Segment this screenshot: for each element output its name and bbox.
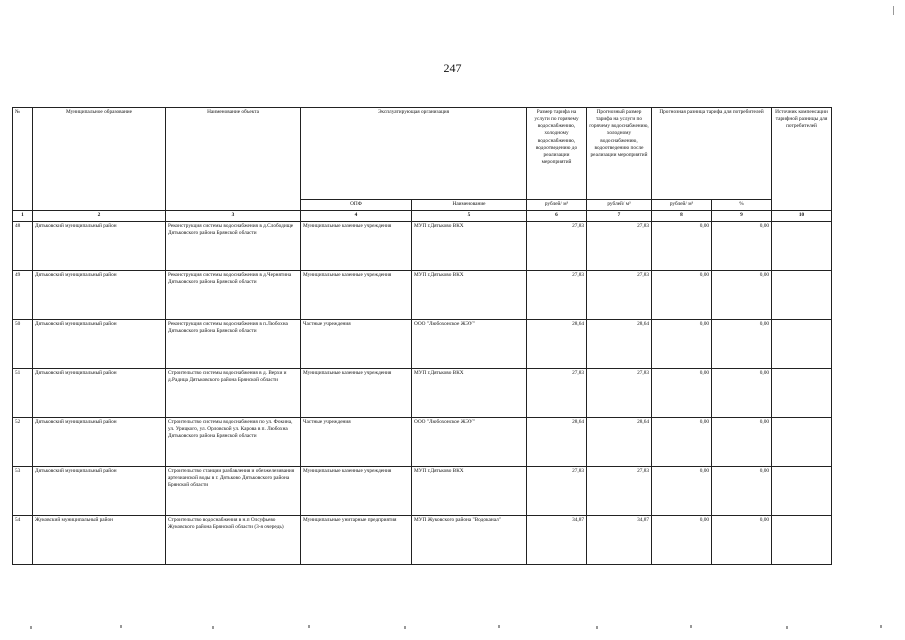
cell-opf: Частные учреждения — [301, 320, 412, 369]
table-row — [13, 320, 832, 369]
cell-tariff-before: 28,64 — [527, 320, 587, 369]
scan-mark — [893, 6, 894, 15]
header-tariff-diff: Прогнозная разница тарифа для потребителей — [652, 108, 772, 200]
unit-before: рублей/ м³ — [527, 200, 587, 211]
cell-org: МУП г.Дятьково ВКХ — [412, 369, 527, 418]
cell-org: ООО "Любохонское ЖЭУ" — [412, 418, 527, 467]
page-number: 247 — [443, 61, 462, 75]
unit-pct: % — [712, 200, 772, 211]
cell-no: 52 — [13, 418, 33, 467]
scan-mark — [596, 626, 598, 629]
unit-diff: рублей/ м³ — [652, 200, 712, 211]
cell-source — [772, 467, 832, 516]
cell-no: 48 — [13, 222, 33, 271]
column-number: 6 — [527, 211, 587, 222]
cell-tariff-diff: 0,00 — [652, 369, 712, 418]
cell-org: МУП г.Дятьково ВКХ — [412, 271, 527, 320]
cell-source — [772, 369, 832, 418]
cell-tariff-after: 28,64 — [587, 418, 652, 467]
cell-org: ООО "Любохонское ЖЭУ" — [412, 320, 527, 369]
cell-object: Строительство системы водоснабжения в д. Верхи и д.Радица Дятьковского района Брянской области — [166, 369, 301, 418]
cell-object: Реконструкция системы водоснабжения в д.Слободище Дятьковского района Брянской области — [166, 222, 301, 271]
header-opf: ОПФ — [301, 200, 412, 211]
cell-municipality: Дятьковский муниципальный район — [33, 467, 166, 516]
cell-no: 51 — [13, 369, 33, 418]
header-operating-org: Эксплуатирующая организация — [301, 108, 527, 200]
cell-tariff-pct: 0,00 — [712, 418, 772, 467]
header-org-name: Наименование — [412, 200, 527, 211]
cell-source — [772, 222, 832, 271]
scan-mark — [30, 626, 32, 629]
column-number: 9 — [712, 211, 772, 222]
cell-tariff-after: 27,83 — [587, 271, 652, 320]
cell-source — [772, 418, 832, 467]
header-row — [13, 108, 832, 200]
tariff-table — [12, 107, 832, 565]
cell-tariff-diff: 0,00 — [652, 516, 712, 565]
header-compensation: Источник компенсации тарифной разницы для потребителей — [772, 108, 832, 211]
cell-tariff-after: 27,83 — [587, 467, 652, 516]
header-no: № — [13, 108, 33, 211]
cell-tariff-after: 27,83 — [587, 369, 652, 418]
column-number: 4 — [301, 211, 412, 222]
cell-tariff-diff: 0,00 — [652, 222, 712, 271]
cell-object: Строительство станции разбавления и обезжелезивания артезианской воды в г. Дятьково Дятьковского района Брянской области — [166, 467, 301, 516]
cell-tariff-after: 27,83 — [587, 222, 652, 271]
cell-municipality: Дятьковский муниципальный район — [33, 418, 166, 467]
unit-after: рублей/ м³ — [587, 200, 652, 211]
cell-opf: Муниципальные казенные учреждения — [301, 271, 412, 320]
scan-mark — [404, 626, 406, 629]
table-row — [13, 467, 832, 516]
table-row — [13, 516, 832, 565]
cell-object: Строительство системы водоснабжения по ул. Фокина, ул. Урицкого, ул. Орловской ул. Карова в п. Любохна Дятьковского района Брянской области — [166, 418, 301, 467]
cell-tariff-before: 27,83 — [527, 369, 587, 418]
cell-opf: Частные учреждения — [301, 418, 412, 467]
cell-opf: Муниципальные казенные учреждения — [301, 369, 412, 418]
table-row — [13, 222, 832, 271]
cell-opf: Муниципальные унитарные предприятия — [301, 516, 412, 565]
cell-org: МУП г.Дятьково ВКХ — [412, 222, 527, 271]
cell-tariff-pct: 0,00 — [712, 271, 772, 320]
cell-tariff-pct: 0,00 — [712, 222, 772, 271]
cell-org: МУП Жуковского района "Водоканал" — [412, 516, 527, 565]
column-number: 8 — [652, 211, 712, 222]
cell-org: МУП г.Дятьково ВКХ — [412, 467, 527, 516]
scan-mark — [690, 625, 692, 628]
cell-tariff-before: 34,87 — [527, 516, 587, 565]
column-number: 10 — [772, 211, 832, 222]
cell-object: Строительство водоснабжения в н.п Олсуфьево Жуковского района Брянской области (3-я очередь) — [166, 516, 301, 565]
table-row — [13, 369, 832, 418]
cell-tariff-before: 27,83 — [527, 271, 587, 320]
column-numbers-row — [13, 211, 832, 222]
column-number: 3 — [166, 211, 301, 222]
scan-mark — [786, 626, 788, 629]
cell-tariff-diff: 0,00 — [652, 467, 712, 516]
cell-object: Реконструкция системы водоснабжения в д.Чернятина Дятьковского района Брянской области — [166, 271, 301, 320]
cell-tariff-pct: 0,00 — [712, 369, 772, 418]
column-number: 2 — [33, 211, 166, 222]
cell-tariff-before: 27,83 — [527, 467, 587, 516]
table-row — [13, 271, 832, 320]
scan-mark — [308, 625, 310, 628]
cell-source — [772, 516, 832, 565]
cell-tariff-pct: 0,00 — [712, 320, 772, 369]
header-tariff-after: Прогнозный размер тарифа на услуги по горячему водоснабжению, холодному водоснабжению, водоотведению после реализации мероприятий — [587, 108, 652, 200]
cell-municipality: Дятьковский муниципальный район — [33, 320, 166, 369]
cell-no: 53 — [13, 467, 33, 516]
cell-opf: Муниципальные казенные учреждения — [301, 467, 412, 516]
cell-opf: Муниципальные казенные учреждения — [301, 222, 412, 271]
cell-municipality: Жуковский муниципальный район — [33, 516, 166, 565]
header-municipality: Муниципальное образование — [33, 108, 166, 211]
scan-mark — [120, 625, 122, 628]
cell-tariff-diff: 0,00 — [652, 418, 712, 467]
cell-tariff-after: 34,87 — [587, 516, 652, 565]
table-row — [13, 418, 832, 467]
cell-tariff-after: 28,64 — [587, 320, 652, 369]
cell-tariff-pct: 0,00 — [712, 467, 772, 516]
scan-mark — [212, 626, 214, 629]
cell-tariff-diff: 0,00 — [652, 320, 712, 369]
scan-mark — [880, 625, 882, 628]
scan-mark — [498, 625, 500, 628]
header-tariff-before: Размер тарифа на услуги по горячему водоснабжению, холодному водоснабжению, водоотведению до реализации мероприятий — [527, 108, 587, 200]
cell-no: 49 — [13, 271, 33, 320]
cell-municipality: Дятьковский муниципальный район — [33, 271, 166, 320]
header-object-name: Наименование объекта — [166, 108, 301, 211]
cell-tariff-diff: 0,00 — [652, 271, 712, 320]
cell-tariff-pct: 0,00 — [712, 516, 772, 565]
cell-tariff-before: 28,64 — [527, 418, 587, 467]
cell-municipality: Дятьковский муниципальный район — [33, 369, 166, 418]
cell-municipality: Дятьковский муниципальный район — [33, 222, 166, 271]
column-number: 7 — [587, 211, 652, 222]
column-number: 5 — [412, 211, 527, 222]
cell-source — [772, 271, 832, 320]
cell-tariff-before: 27,83 — [527, 222, 587, 271]
column-number: 1 — [13, 211, 33, 222]
cell-source — [772, 320, 832, 369]
cell-object: Реконструкция системы водоснабжения в п.Любохна Дятьковского района Брянской области — [166, 320, 301, 369]
cell-no: 54 — [13, 516, 33, 565]
cell-no: 50 — [13, 320, 33, 369]
